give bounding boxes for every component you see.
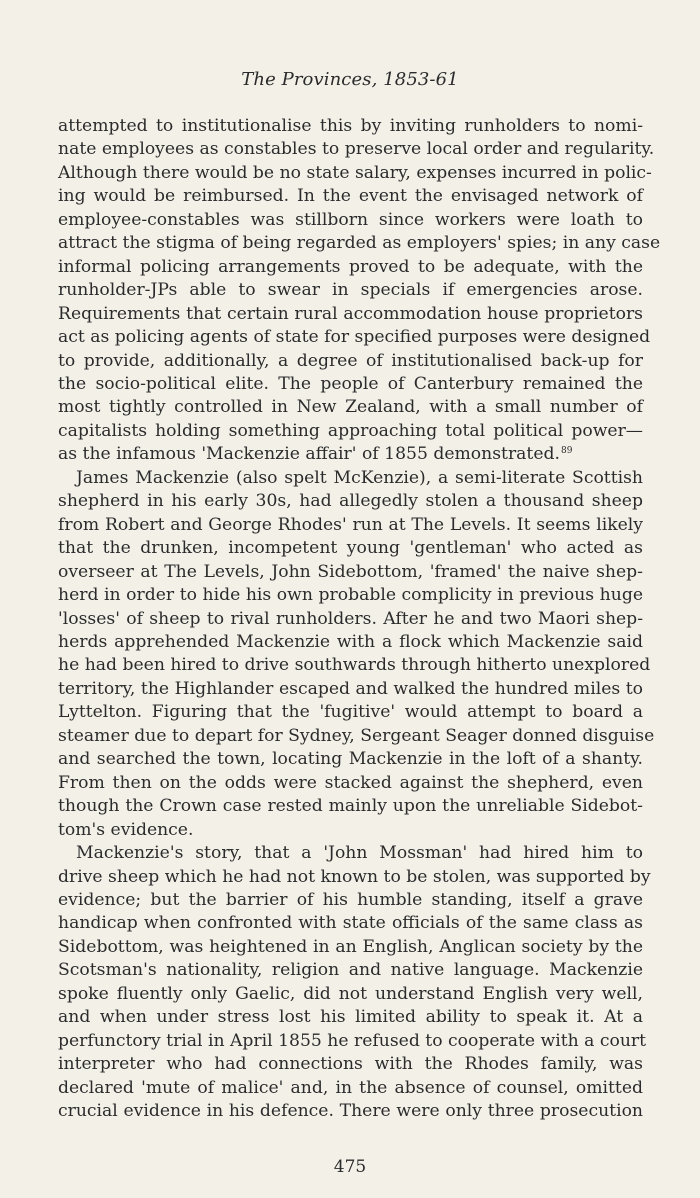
text-line	[58, 420, 643, 443]
text-line	[58, 514, 643, 537]
line-text: evidence; but the barrier of his humble standing, itself a grave	[58, 889, 643, 910]
text-line	[58, 490, 643, 513]
text-line	[58, 678, 643, 701]
text-line	[58, 584, 643, 607]
text-line	[58, 1030, 647, 1053]
body-text	[58, 115, 661, 1123]
text-line	[58, 819, 643, 842]
text-line	[58, 232, 661, 255]
running-head: The Provinces, 1853-61	[241, 69, 459, 90]
line-text: informal policing arrangements proved to be adequate, with the	[58, 256, 643, 277]
text-line	[58, 608, 643, 631]
text-line	[58, 537, 643, 560]
line-text: Mackenzie's story, that a 'John Mossman' had hired him to	[76, 843, 643, 864]
line-text: he had been hired to drive southwards through hitherto unexplored	[58, 655, 651, 676]
line-text: Sidebottom, was heightened in an English, Anglican society by the	[58, 936, 643, 957]
line-text: shepherd in his early 30s, had allegedly stolen a thousand sheep	[58, 491, 643, 512]
line-text: though the Crown case rested mainly upon the unreliable Sidebot-	[58, 796, 643, 817]
text-line	[58, 889, 643, 912]
text-line	[58, 1100, 643, 1123]
text-line	[58, 162, 652, 185]
line-text: drive sheep which he had not known to be stolen, was supported by	[58, 866, 651, 887]
text-line	[58, 115, 643, 138]
line-text: as the infamous 'Mackenzie affair' of 1855 demonstrated.	[58, 444, 560, 465]
text-line	[58, 936, 643, 959]
line-text: perfunctory trial in April 1855 he refused to cooperate with a court	[58, 1030, 647, 1051]
line-text: overseer at The Levels, John Sidebottom, 'framed' the naive shep-	[58, 561, 643, 582]
line-text: attract the stigma of being regarded as employers' spies; in any case	[58, 233, 661, 254]
line-text: and when under stress lost his limited ability to speak it. At a	[58, 1007, 643, 1028]
text-line	[58, 842, 643, 865]
footnote-marker[interactable]: 89	[560, 445, 573, 456]
line-text: from Robert and George Rhodes' run at The Levels. It seems likely	[58, 514, 643, 535]
paragraph	[58, 467, 655, 842]
line-text: and searched the town, locating Mackenzie in the loft of a shanty.	[58, 749, 643, 770]
text-line	[58, 209, 643, 232]
line-text: territory, the Highlander escaped and walked the hundred miles to	[58, 678, 643, 699]
text-line	[58, 912, 643, 935]
line-text: crucial evidence in his defence. There were only three prosecution	[58, 1101, 643, 1122]
line-text: employee-constables was stillborn since workers were loath to	[58, 209, 643, 230]
line-text: capitalists holding something approaching total political power—	[58, 420, 643, 441]
text-line	[58, 396, 643, 419]
line-text: Scotsman's nationality, religion and native language. Mackenzie	[58, 960, 643, 981]
text-line	[58, 138, 655, 161]
text-line	[58, 795, 643, 818]
text-line	[58, 725, 655, 748]
text-line	[58, 185, 643, 208]
line-text: Lyttelton. Figuring that the 'fugitive' would attempt to board a	[58, 702, 643, 723]
line-text: James Mackenzie (also spelt McKenzie), a semi-literate Scottish	[76, 467, 643, 488]
text-line	[58, 256, 643, 279]
text-line	[58, 983, 643, 1006]
text-line	[58, 866, 651, 889]
line-text: spoke fluently only Gaelic, did not understand English very well,	[58, 983, 643, 1004]
page-number: 475	[333, 1157, 367, 1177]
text-line	[58, 326, 651, 349]
text-line	[58, 443, 643, 466]
text-line	[58, 350, 643, 373]
line-text: steamer due to depart for Sydney, Sergeant Seager donned disguise	[58, 725, 655, 746]
line-text: to provide, additionally, a degree of institutionalised back-up for	[58, 350, 643, 371]
text-line	[58, 279, 643, 302]
text-line	[58, 748, 643, 771]
paragraph	[58, 842, 651, 1123]
line-text: Requirements that certain rural accommodation house proprietors	[58, 303, 643, 324]
text-line	[58, 467, 643, 490]
line-text: Although there would be no state salary, expenses incurred in polic-	[58, 162, 652, 183]
text-line	[58, 561, 643, 584]
line-text: handicap when confronted with state officials of the same class as	[58, 913, 643, 934]
text-line	[58, 631, 643, 654]
text-line	[58, 1006, 643, 1029]
line-text: From then on the odds were stacked against the shepherd, even	[58, 772, 643, 793]
text-line	[58, 701, 643, 724]
line-text: tom's evidence.	[58, 819, 194, 840]
paragraph	[58, 115, 661, 467]
text-line	[58, 654, 651, 677]
line-text: act as policing agents of state for specified purposes were designed	[58, 327, 651, 348]
line-text: interpreter who had connections with the Rhodes family, was	[58, 1054, 643, 1075]
text-line	[58, 303, 643, 326]
line-text: 'losses' of sheep to rival runholders. After he and two Maori shep-	[58, 608, 643, 629]
text-line	[58, 959, 643, 982]
text-line	[58, 772, 643, 795]
text-line	[58, 1053, 643, 1076]
line-text: herd in order to hide his own probable complicity in previous huge	[58, 585, 643, 606]
line-text: nate employees as constables to preserve local order and regularity.	[58, 139, 655, 160]
line-text: declared 'mute of malice' and, in the absence of counsel, omitted	[58, 1077, 643, 1098]
line-text: ing would be reimbursed. In the event the envisaged network of	[58, 186, 643, 207]
line-text: herds apprehended Mackenzie with a flock which Mackenzie said	[58, 631, 643, 652]
line-text: most tightly controlled in New Zealand, with a small number of	[58, 397, 643, 418]
line-text: the socio-political elite. The people of Canterbury remained the	[58, 373, 643, 394]
text-line	[58, 1077, 643, 1100]
text-line	[58, 373, 643, 396]
line-text: attempted to institutionalise this by inviting runholders to nomi-	[58, 116, 643, 136]
line-text: that the drunken, incompetent young 'gentleman' who acted as	[58, 538, 643, 559]
line-text: runholder-JPs able to swear in specials if emergencies arose.	[58, 280, 643, 301]
